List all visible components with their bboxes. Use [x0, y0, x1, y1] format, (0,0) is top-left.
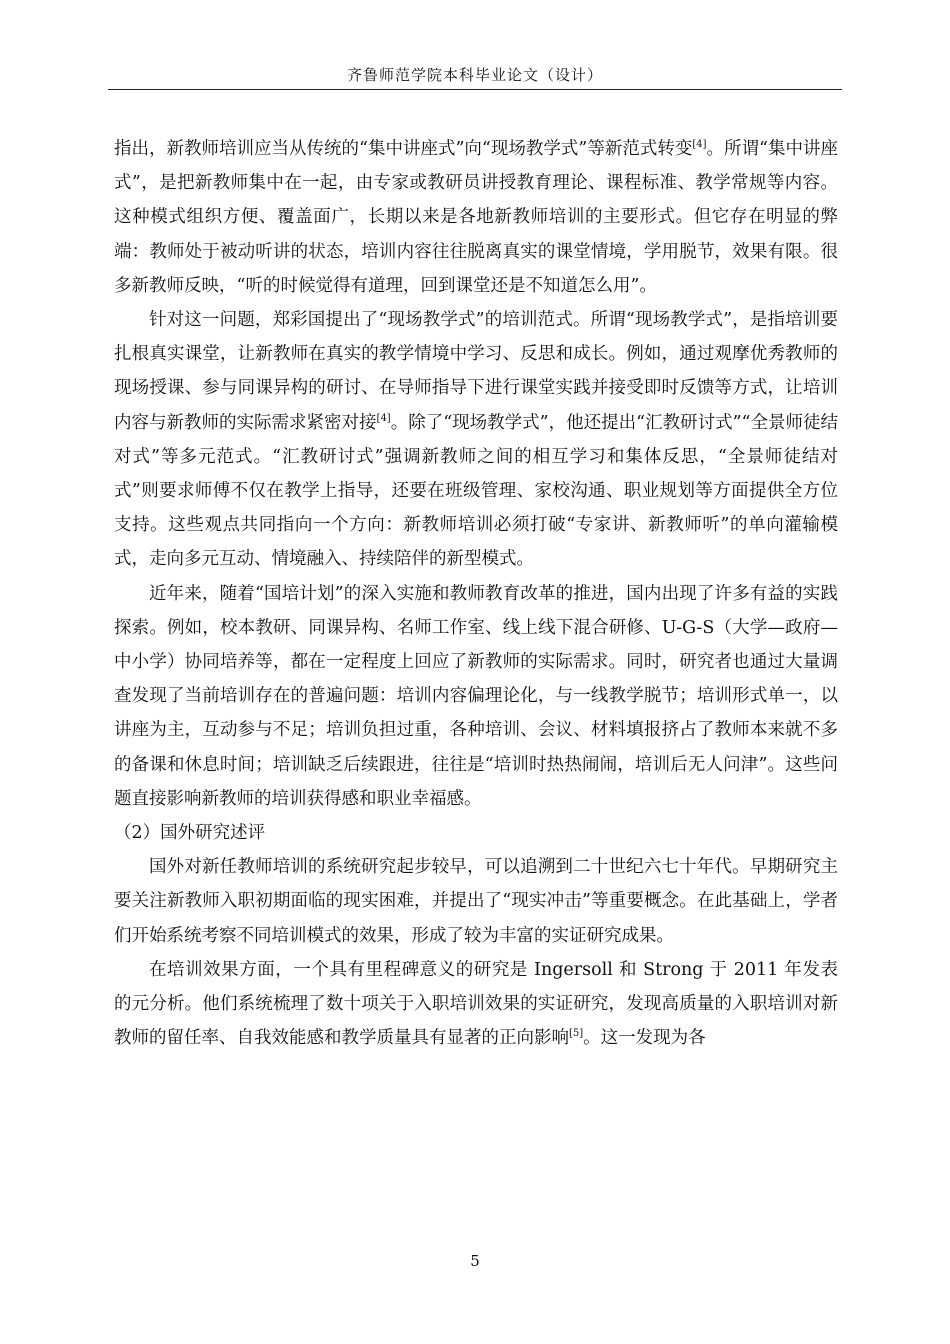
section-heading: （2）国外研究述评	[114, 823, 266, 844]
page-number: 5	[470, 1252, 480, 1270]
paragraph: 近年来，随着“国培计划”的深入实施和教师教育改革的推进，国内出现了许多有益的实践探索。例如，校本教研、同课异构、名师工作室、线上线下混合研修、U-G-S（大学—政府—中小学）协同培养等，都在一定程度上回应了新教师的实际需求。同时，研究者也通过大量调查发现了当前培训存在的普遍问题：培训内容偏理论化，与一线教学脱节；培训形式单一，以讲座为主，互动参与不足；培训负担过重，各种培训、会议、材料填报挤占了教师本来就不多的备课和休息时间；培训缺乏后续跟进，往往是“培训时热热闹闹，培训后无人问津”。这些问题直接影响新教师的培训获得感和职业幸福感。	[114, 583, 838, 809]
page-header	[108, 64, 842, 90]
paragraph: 指出，新教师培训应当从传统的“集中讲座式”向“现场教学式”等新范式转变[4]。所谓“集中讲座式”，是把新教师集中在一起，由专家或教研员讲授教育理论、课程标准、教学常规等内容。这种模式组织方便、覆盖面广，长期以来是各地新教师培训的主要形式。但它存在明显的弊端：教师处于被动听讲的状态，培训内容往往脱离真实的课堂情境，学用脱节，效果有限。很多新教师反映，“听的时候觉得有道理，回到课堂还是不知道怎么用”。	[114, 139, 838, 296]
paragraph: 国外对新任教师培训的系统研究起步较早，可以追溯到二十世纪六七十年代。早期研究主要关注新教师入职初期面临的现实困难，并提出了“现实冲击”等重要概念。在此基础上，学者们开始系统考察不同培训模式的效果，形成了较为丰富的实证研究成果。	[114, 857, 838, 946]
header-title: 齐鲁师范学院本科毕业论文（设计）	[346, 66, 603, 84]
paragraph: 针对这一问题，郑彩国提出了“现场教学式”的培训范式。所谓“现场教学式”，是指培训要扎根真实课堂，让新教师在真实的教学情境中学习、反思和成长。例如，通过观摩优秀教师的现场授课、参与同课异构的研讨、在导师指导下进行课堂实践并接受即时反馈等方式，让培训内容与新教师的实际需求紧密对接[4]。除了“现场教学式”，他还提出“汇教研讨式”“全景师徒结对式”等多元范式。“汇教研讨式”强调新教师之间的相互学习和集体反思，“全景师徒结对式”则要求师傅不仅在教学上指导，还要在班级管理、家校沟通、职业规划等方面提供全方位支持。这些观点共同指向一个方向：新教师培训必须打破“专家讲、新教师听”的单向灌输模式，走向多元互动、情境融入、持续陪伴的新型模式。	[114, 310, 839, 570]
citation: [4]	[376, 412, 391, 424]
citation: [4]	[692, 139, 707, 151]
citation: [5]	[569, 1028, 584, 1040]
body-text	[114, 132, 838, 1055]
paragraph: 在培训效果方面，一个具有里程碑意义的研究是 Ingersoll 和 Strong 于 2011 年发表的元分析。他们系统梳理了数十项关于入职培训效果的实证研究，发现高质量的入职培训对新教师的留任率、自我效能感和教学质量具有显著的正向影响[5]。这一发现为各	[114, 959, 838, 1049]
